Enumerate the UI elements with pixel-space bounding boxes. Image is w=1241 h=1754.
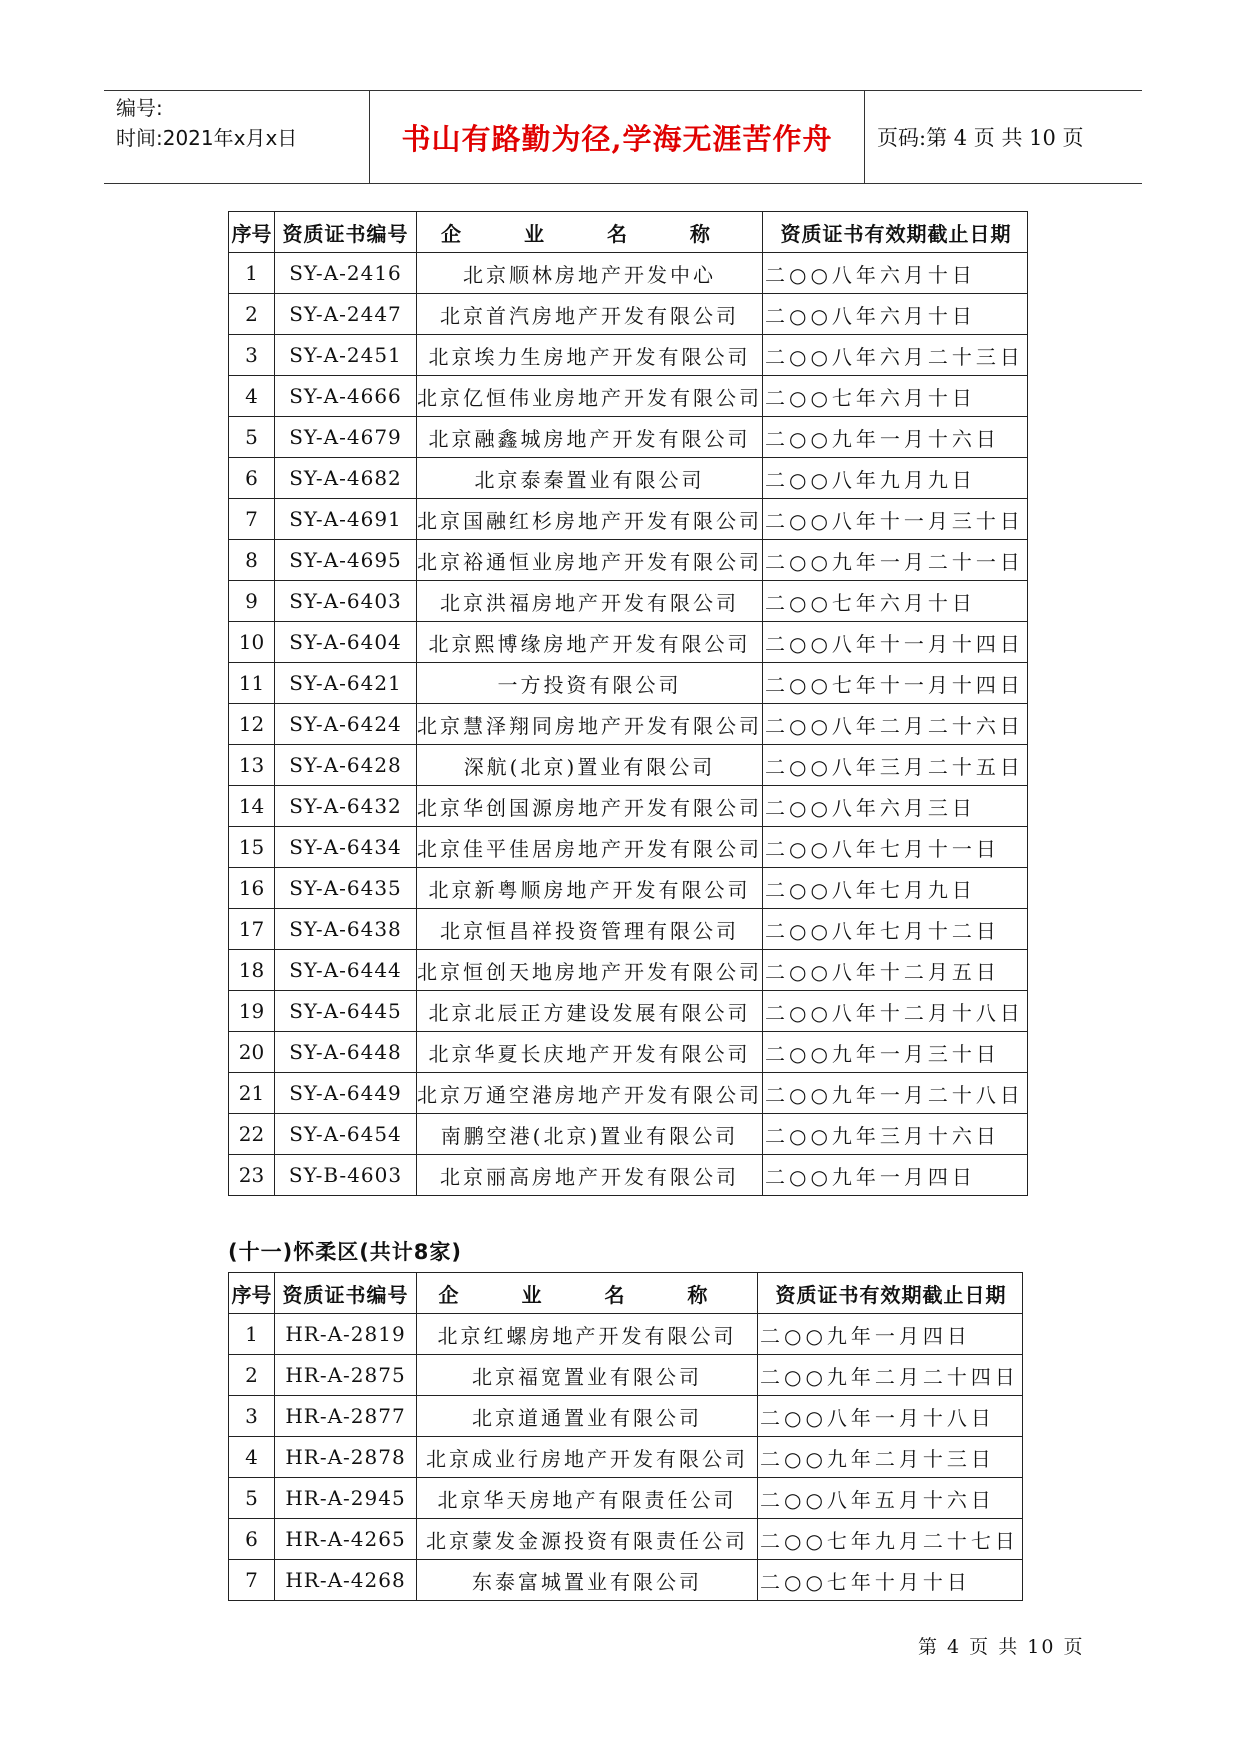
row-name: 北京华创国源房地产开发有限公司 — [417, 786, 763, 827]
certificate-table-1 — [228, 211, 1028, 1196]
page-header — [104, 90, 1142, 184]
row-no: 2 — [229, 294, 275, 335]
header-code: 资质证书编号 — [275, 1273, 417, 1314]
row-code: SY-A-4666 — [275, 376, 417, 417]
row-name: 北京佳平佳居房地产开发有限公司 — [417, 827, 763, 868]
row-name: 北京顺林房地产开发中心 — [417, 253, 763, 294]
row-no: 14 — [229, 786, 275, 827]
row-name: 一方投资有限公司 — [417, 663, 763, 704]
row-name: 深航(北京)置业有限公司 — [417, 745, 763, 786]
header-no: 序号 — [229, 212, 275, 253]
row-no: 5 — [229, 1478, 275, 1519]
row-no: 3 — [229, 335, 275, 376]
header-code: 资质证书编号 — [275, 212, 417, 253]
row-no: 3 — [229, 1396, 275, 1437]
table-row — [229, 745, 1028, 786]
row-no: 16 — [229, 868, 275, 909]
row-no: 4 — [229, 376, 275, 417]
row-date: 二○○七年九月二十七日 — [758, 1519, 1023, 1560]
row-code: SY-A-6454 — [275, 1114, 417, 1155]
row-date: 二○○九年一月二十一日 — [763, 540, 1028, 581]
header-meta — [104, 91, 370, 183]
row-name: 北京国融红杉房地产开发有限公司 — [417, 499, 763, 540]
table-row — [229, 417, 1028, 458]
row-code: SY-A-6432 — [275, 786, 417, 827]
row-name: 北京蒙发金源投资有限责任公司 — [417, 1519, 758, 1560]
table-row — [229, 1478, 1023, 1519]
table-row — [229, 704, 1028, 745]
row-code: HR-A-4268 — [275, 1560, 417, 1601]
row-date: 二○○八年七月十二日 — [763, 909, 1028, 950]
row-code: SY-A-4691 — [275, 499, 417, 540]
row-date: 二○○九年二月二十四日 — [758, 1355, 1023, 1396]
row-name: 北京恒创天地房地产开发有限公司 — [417, 950, 763, 991]
row-code: SY-A-6404 — [275, 622, 417, 663]
page-footer: 第 4 页 共 10 页 — [918, 1636, 1085, 1658]
row-name: 北京道通置业有限公司 — [417, 1396, 758, 1437]
table-row — [229, 868, 1028, 909]
table-row — [229, 1314, 1023, 1355]
table-row — [229, 1560, 1023, 1601]
row-name: 北京熙博缘房地产开发有限公司 — [417, 622, 763, 663]
row-date: 二○○七年十月十日 — [758, 1560, 1023, 1601]
table-row — [229, 1073, 1028, 1114]
table-row — [229, 991, 1028, 1032]
row-code: HR-A-2819 — [275, 1314, 417, 1355]
table-row — [229, 540, 1028, 581]
row-date: 二○○九年一月三十日 — [763, 1032, 1028, 1073]
row-name: 南鹏空港(北京)置业有限公司 — [417, 1114, 763, 1155]
header-page-code: 页码:第 4 页 共 10 页 — [877, 126, 1084, 150]
row-date: 二○○九年一月二十八日 — [763, 1073, 1028, 1114]
row-date: 二○○八年五月十六日 — [758, 1478, 1023, 1519]
row-no: 12 — [229, 704, 275, 745]
row-code: HR-A-2945 — [275, 1478, 417, 1519]
row-date: 二○○七年六月十日 — [763, 581, 1028, 622]
row-name: 北京福宽置业有限公司 — [417, 1355, 758, 1396]
row-code: SY-B-4603 — [275, 1155, 417, 1196]
row-code: HR-A-2877 — [275, 1396, 417, 1437]
table-row — [229, 294, 1028, 335]
row-no: 19 — [229, 991, 275, 1032]
row-code: SY-A-6424 — [275, 704, 417, 745]
row-name: 北京首汽房地产开发有限公司 — [417, 294, 763, 335]
header-date: 资质证书有效期截止日期 — [758, 1273, 1023, 1314]
row-code: SY-A-2447 — [275, 294, 417, 335]
table-row — [229, 1396, 1023, 1437]
row-date: 二○○八年六月二十三日 — [763, 335, 1028, 376]
row-name: 北京洪福房地产开发有限公司 — [417, 581, 763, 622]
row-code: SY-A-4682 — [275, 458, 417, 499]
table-row — [229, 499, 1028, 540]
table-row — [229, 1519, 1023, 1560]
table-row — [229, 1355, 1023, 1396]
row-no: 8 — [229, 540, 275, 581]
row-no: 11 — [229, 663, 275, 704]
table-row — [229, 253, 1028, 294]
row-date: 二○○八年七月九日 — [763, 868, 1028, 909]
section-title-huairou: (十一)怀柔区(共计8家) — [228, 1240, 463, 1264]
row-no: 6 — [229, 458, 275, 499]
header-name: 企 业 名 称 — [417, 1273, 758, 1314]
row-date: 二○○九年一月四日 — [763, 1155, 1028, 1196]
header-slogan: 书山有路勤为径,学海无涯苦作舟 — [370, 91, 865, 183]
table-row — [229, 950, 1028, 991]
row-date: 二○○八年七月十一日 — [763, 827, 1028, 868]
table-row — [229, 622, 1028, 663]
row-no: 21 — [229, 1073, 275, 1114]
row-date: 二○○八年九月九日 — [763, 458, 1028, 499]
row-date: 二○○九年三月十六日 — [763, 1114, 1028, 1155]
row-code: SY-A-6438 — [275, 909, 417, 950]
row-date: 二○○八年六月三日 — [763, 786, 1028, 827]
row-date: 二○○八年十二月五日 — [763, 950, 1028, 991]
row-date: 二○○八年六月十日 — [763, 253, 1028, 294]
row-no: 6 — [229, 1519, 275, 1560]
row-no: 22 — [229, 1114, 275, 1155]
row-name: 北京亿恒伟业房地产开发有限公司 — [417, 376, 763, 417]
row-name: 北京万通空港房地产开发有限公司 — [417, 1073, 763, 1114]
row-date: 二○○八年六月十日 — [763, 294, 1028, 335]
row-date: 二○○八年二月二十六日 — [763, 704, 1028, 745]
row-no: 18 — [229, 950, 275, 991]
row-name: 北京裕通恒业房地产开发有限公司 — [417, 540, 763, 581]
row-date: 二○○九年二月十三日 — [758, 1437, 1023, 1478]
certificate-table-2 — [228, 1272, 1023, 1601]
row-code: HR-A-4265 — [275, 1519, 417, 1560]
row-code: SY-A-4695 — [275, 540, 417, 581]
row-name: 北京泰秦置业有限公司 — [417, 458, 763, 499]
row-code: SY-A-6434 — [275, 827, 417, 868]
time-label: 时间:2021年x月x日 — [116, 126, 298, 150]
header-date: 资质证书有效期截止日期 — [763, 212, 1028, 253]
row-name: 北京埃力生房地产开发有限公司 — [417, 335, 763, 376]
row-name: 北京丽高房地产开发有限公司 — [417, 1155, 763, 1196]
row-no: 20 — [229, 1032, 275, 1073]
table-header-row — [229, 212, 1028, 253]
row-date: 二○○八年十一月十四日 — [763, 622, 1028, 663]
row-date: 二○○八年十一月三十日 — [763, 499, 1028, 540]
table-row — [229, 335, 1028, 376]
row-date: 二○○九年一月四日 — [758, 1314, 1023, 1355]
row-name: 北京北辰正方建设发展有限公司 — [417, 991, 763, 1032]
row-no: 1 — [229, 253, 275, 294]
row-no: 9 — [229, 581, 275, 622]
row-code: SY-A-6448 — [275, 1032, 417, 1073]
row-code: HR-A-2878 — [275, 1437, 417, 1478]
row-no: 13 — [229, 745, 275, 786]
row-code: SY-A-6445 — [275, 991, 417, 1032]
row-date: 二○○八年三月二十五日 — [763, 745, 1028, 786]
row-no: 1 — [229, 1314, 275, 1355]
row-code: SY-A-6444 — [275, 950, 417, 991]
row-date: 二○○八年一月十八日 — [758, 1396, 1023, 1437]
row-no: 23 — [229, 1155, 275, 1196]
row-date: 二○○七年十一月十四日 — [763, 663, 1028, 704]
row-code: SY-A-2416 — [275, 253, 417, 294]
row-name: 东泰富城置业有限公司 — [417, 1560, 758, 1601]
number-label: 编号: — [116, 96, 163, 120]
row-name: 北京成业行房地产开发有限公司 — [417, 1437, 758, 1478]
row-no: 7 — [229, 499, 275, 540]
header-no: 序号 — [229, 1273, 275, 1314]
row-no: 2 — [229, 1355, 275, 1396]
table-row — [229, 376, 1028, 417]
row-name: 北京融鑫城房地产开发有限公司 — [417, 417, 763, 458]
row-name: 北京红螺房地产开发有限公司 — [417, 1314, 758, 1355]
row-code: SY-A-6421 — [275, 663, 417, 704]
row-code: SY-A-6403 — [275, 581, 417, 622]
row-date: 二○○九年一月十六日 — [763, 417, 1028, 458]
table-header-row — [229, 1273, 1023, 1314]
table-row — [229, 909, 1028, 950]
row-code: SY-A-4679 — [275, 417, 417, 458]
row-date: 二○○八年十二月十八日 — [763, 991, 1028, 1032]
row-code: SY-A-2451 — [275, 335, 417, 376]
row-name: 北京华夏长庆地产开发有限公司 — [417, 1032, 763, 1073]
row-name: 北京华天房地产有限责任公司 — [417, 1478, 758, 1519]
row-no: 17 — [229, 909, 275, 950]
table-row — [229, 663, 1028, 704]
table-row — [229, 827, 1028, 868]
header-name: 企 业 名 称 — [417, 212, 763, 253]
table-row — [229, 458, 1028, 499]
row-no: 7 — [229, 1560, 275, 1601]
row-no: 5 — [229, 417, 275, 458]
table-row — [229, 581, 1028, 622]
table-row — [229, 786, 1028, 827]
row-no: 10 — [229, 622, 275, 663]
row-name: 北京慧泽翔同房地产开发有限公司 — [417, 704, 763, 745]
table-row — [229, 1155, 1028, 1196]
row-code: HR-A-2875 — [275, 1355, 417, 1396]
row-code: SY-A-6428 — [275, 745, 417, 786]
row-code: SY-A-6449 — [275, 1073, 417, 1114]
row-code: SY-A-6435 — [275, 868, 417, 909]
row-name: 北京恒昌祥投资管理有限公司 — [417, 909, 763, 950]
table-row — [229, 1032, 1028, 1073]
row-no: 4 — [229, 1437, 275, 1478]
row-no: 15 — [229, 827, 275, 868]
row-date: 二○○七年六月十日 — [763, 376, 1028, 417]
table-row — [229, 1437, 1023, 1478]
row-name: 北京新粤顺房地产开发有限公司 — [417, 868, 763, 909]
table-row — [229, 1114, 1028, 1155]
